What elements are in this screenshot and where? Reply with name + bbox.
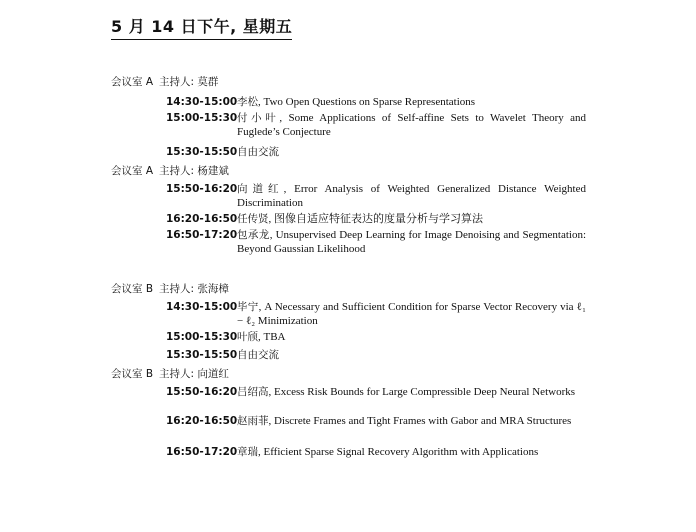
session-header: [111, 164, 229, 178]
talk-speaker: 付小叶: [237, 112, 280, 124]
page-title: 5 月 14 日下午, 星期五: [111, 17, 292, 40]
session-room: 会议室 A: [111, 165, 154, 177]
session-room: 会议室 A: [111, 76, 154, 88]
session-room: 会议室 B: [111, 283, 154, 295]
session-header: [111, 282, 229, 296]
talk-title: , 图像自适应特征表达的度量分析与学习算法: [268, 213, 483, 225]
host-name: 张海樟: [197, 283, 229, 295]
host-label: 主持人:: [159, 368, 195, 380]
talk-title: , Two Open Questions on Sparse Representations: [258, 96, 476, 108]
talk-time: 15:30-15:50: [166, 349, 238, 361]
talk-item: [166, 146, 586, 160]
talk-speaker: 毕宁: [237, 301, 259, 313]
talk-title: , Error Analysis of Weighted Generalized Distance Weighted Discrimination: [237, 183, 586, 209]
talk-speaker: 赵雨菲: [237, 415, 269, 427]
talk-item: [166, 349, 586, 363]
talk-title: , Some Applications of Self-affine Sets to Wavelet Theory and Fuglede’s Conjecture: [237, 112, 586, 138]
talk-title: , Discrete Frames and Tight Frames with Gabor and MRA Structures: [268, 415, 572, 427]
host-name: 向道红: [197, 368, 229, 380]
talk-item: [166, 415, 586, 429]
talk-item: [166, 213, 586, 227]
talk-item: [166, 331, 586, 345]
host-name: 莫群: [197, 76, 219, 88]
talk-speaker: 包承龙: [237, 229, 270, 241]
talk-title: , TBA: [258, 331, 286, 343]
talk-time: 16:20-16:50: [166, 415, 238, 427]
talk-speaker: 向道红: [237, 183, 284, 195]
talk-speaker: 自由交流: [237, 349, 279, 361]
talk-item: [166, 446, 586, 460]
talk-time: 14:30-15:00: [166, 301, 238, 313]
talk-time: 14:30-15:00: [166, 96, 238, 108]
talk-speaker: 任传贤: [237, 213, 269, 225]
talk-speaker: 吕绍高: [237, 386, 269, 398]
session-header: [111, 367, 229, 381]
host-label: 主持人:: [159, 165, 195, 177]
talk-time: 15:50-16:20: [166, 183, 238, 195]
talk-title: , Excess Risk Bounds for Large Compressible Deep Neural Networks: [268, 386, 576, 398]
talk-time: 15:00-15:30: [166, 112, 238, 124]
talk-speaker: 叶颀: [237, 331, 258, 343]
talk-item: [166, 386, 586, 400]
talk-title: , A Necessary and Sufficient Condition for Sparse Vector Recovery via ℓ₁ − ℓ₂ Minimization: [237, 301, 586, 327]
talk-time: 16:20-16:50: [166, 213, 238, 225]
talk-item: [166, 301, 586, 328]
talk-time: 15:30-15:50: [166, 146, 238, 158]
talk-item: [166, 96, 586, 110]
host-label: 主持人:: [159, 76, 195, 88]
talk-time: 16:50-17:20: [166, 229, 238, 241]
talk-speaker: 李松: [237, 96, 258, 108]
session-header: [111, 75, 218, 89]
talk-time: 15:00-15:30: [166, 331, 238, 343]
talk-item: [166, 112, 586, 139]
talk-speaker: 自由交流: [237, 146, 279, 158]
talk-item: [166, 183, 586, 210]
host-name: 杨建斌: [197, 165, 229, 177]
host-label: 主持人:: [159, 283, 195, 295]
talk-item: [166, 229, 586, 256]
talk-title: , Efficient Sparse Signal Recovery Algorithm with Applications: [258, 446, 539, 458]
talk-speaker: 章瑞: [237, 446, 258, 458]
session-room: 会议室 B: [111, 368, 154, 380]
talk-title: , Unsupervised Deep Learning for Image Denoising and Segmentation: Beyond Gaussian Likelihood: [237, 229, 587, 255]
talk-time: 16:50-17:20: [166, 446, 238, 458]
talk-time: 15:50-16:20: [166, 386, 238, 398]
